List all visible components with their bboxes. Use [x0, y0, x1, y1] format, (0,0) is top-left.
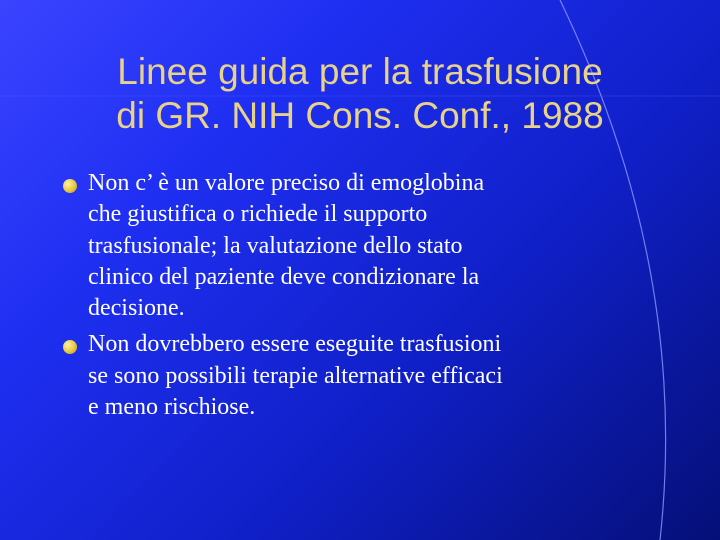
bullet-text-line: clinico del paziente deve condizionare la	[88, 263, 480, 290]
bullet-text-line: Non c’ è un valore preciso di emoglobina	[88, 170, 485, 196]
bullet-text-line: che giustifica o richiede il supporto	[88, 201, 428, 228]
bullet-text-line: se sono possibili terapie alternative efficaci	[88, 362, 503, 389]
bullet-text-line: Non dovrebbero essere eseguite trasfusioni	[88, 331, 502, 358]
slide-title-line: di GR. NIH Cons. Conf., 1988	[116, 95, 604, 136]
bullet-text-line: trasfusionale; la valutazione dello stato	[88, 232, 463, 259]
bullet-text-line: e meno rischiose.	[88, 394, 256, 421]
bullet-item	[88, 168, 668, 324]
bullet-text	[88, 329, 668, 423]
slide-title	[40, 50, 680, 138]
bullet-list	[88, 168, 668, 428]
bullet-dot-icon	[63, 179, 77, 193]
bullet-item	[88, 329, 668, 423]
slide-title-line: Linee guida per la trasfusione	[117, 51, 603, 92]
bullet-text-line: decisione.	[88, 295, 185, 322]
bullet-text	[88, 168, 668, 324]
